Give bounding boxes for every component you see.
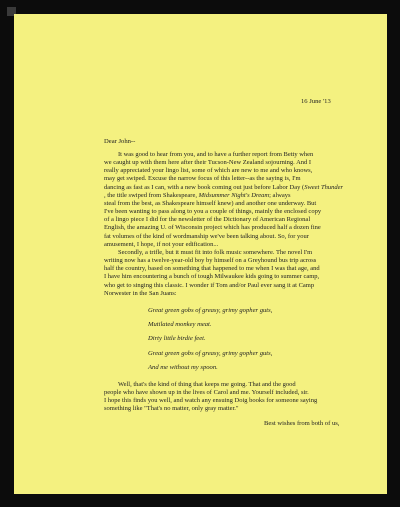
text-line: It was good to hear from you, and to have a further report from Betty when: [118, 151, 314, 158]
verse-line: Great green gobs of greasy, grimy gopher guts,: [148, 307, 273, 314]
text-line: we caught up with them here after their Tucson-New Zealand sojourning. And I: [104, 159, 312, 167]
text-line: really appreciated your lingo list, some of which are new to me and who knows,: [104, 167, 313, 175]
text-line: I have him encountering a bunch of tough Milwaukee kids going to summer camp,: [104, 273, 320, 281]
paragraph-1: [104, 151, 344, 249]
text-line: English, the amazing U. of Wisconsin project which has produced half a dozen fine: [104, 224, 321, 232]
letter-date: 16 June '13: [301, 98, 331, 105]
text-line: of a lingo piece I did for the newsletter of the Dictionary of American Regional: [104, 216, 311, 224]
text-line: writing now has a twelve-year-old boy by himself on a Greyhound bus trip across: [104, 257, 317, 265]
text-line: people who have shown up in the lives of Carol and me. Yourself included, sir.: [104, 389, 309, 397]
text-line: Secondly, a trifle, but it must fit into folk music somewhere. The novel I'm: [118, 249, 313, 256]
text-run: , the title swiped from Shakespeare,: [104, 191, 199, 199]
verse-line: Dirty little birdie feet.: [148, 335, 206, 343]
text-run: dancing as fast as I can, with a new book coming out just before Labor Day (: [104, 183, 305, 191]
verse-line: And me without my spoon.: [148, 363, 218, 371]
text-line: may get swiped. Excuse the narrow focus of this letter--as the saying is, I'm: [104, 175, 301, 183]
text-line: [104, 192, 336, 200]
text-line: Well, that's the kind of thing that keeps me going. That and the good: [118, 381, 296, 388]
paragraph-2: [104, 249, 336, 298]
text-line: fat volumes of the kind of wordmanship we've been talking about. So, for your: [104, 232, 309, 240]
text-line: I've been wanting to pass along to you a couple of things, mainly the enclosed copy: [104, 208, 322, 216]
verse-line: Great green gobs of greasy, grimy gopher guts,: [148, 349, 273, 357]
text-line: amusement, I hope, if not your edification...: [104, 240, 219, 248]
text-line: something like "That's no matter, only gray matter.": [104, 405, 239, 413]
text-line: I hope this finds you well, and watch any ensuing Doig books for someone saying: [104, 397, 318, 405]
salutation: Dear John--: [104, 138, 136, 145]
text-line: [104, 183, 344, 192]
text-line: Norwester in the San Juans:: [104, 289, 177, 297]
text-line: who get to singing this classic. I wonder if Tom and/or Paul ever sang it at Camp: [104, 281, 315, 289]
paragraph-3: [104, 381, 336, 414]
closing: Best wishes from both of us,: [264, 420, 340, 427]
letter-page: [14, 14, 387, 494]
text-run: ; always: [269, 191, 291, 199]
song-verse: [148, 304, 272, 375]
verse-line: Mutilated monkey meat.: [148, 321, 212, 329]
text-line: steal from the best, as Shakespeare himself knew) and another one underway. But: [104, 199, 317, 207]
play-title: Midsummer Night's Dream: [198, 191, 270, 199]
text-line: half the country, based on something that happened to me when I was that age, and: [104, 265, 320, 273]
book-title: Sweet Thunder: [304, 183, 344, 191]
